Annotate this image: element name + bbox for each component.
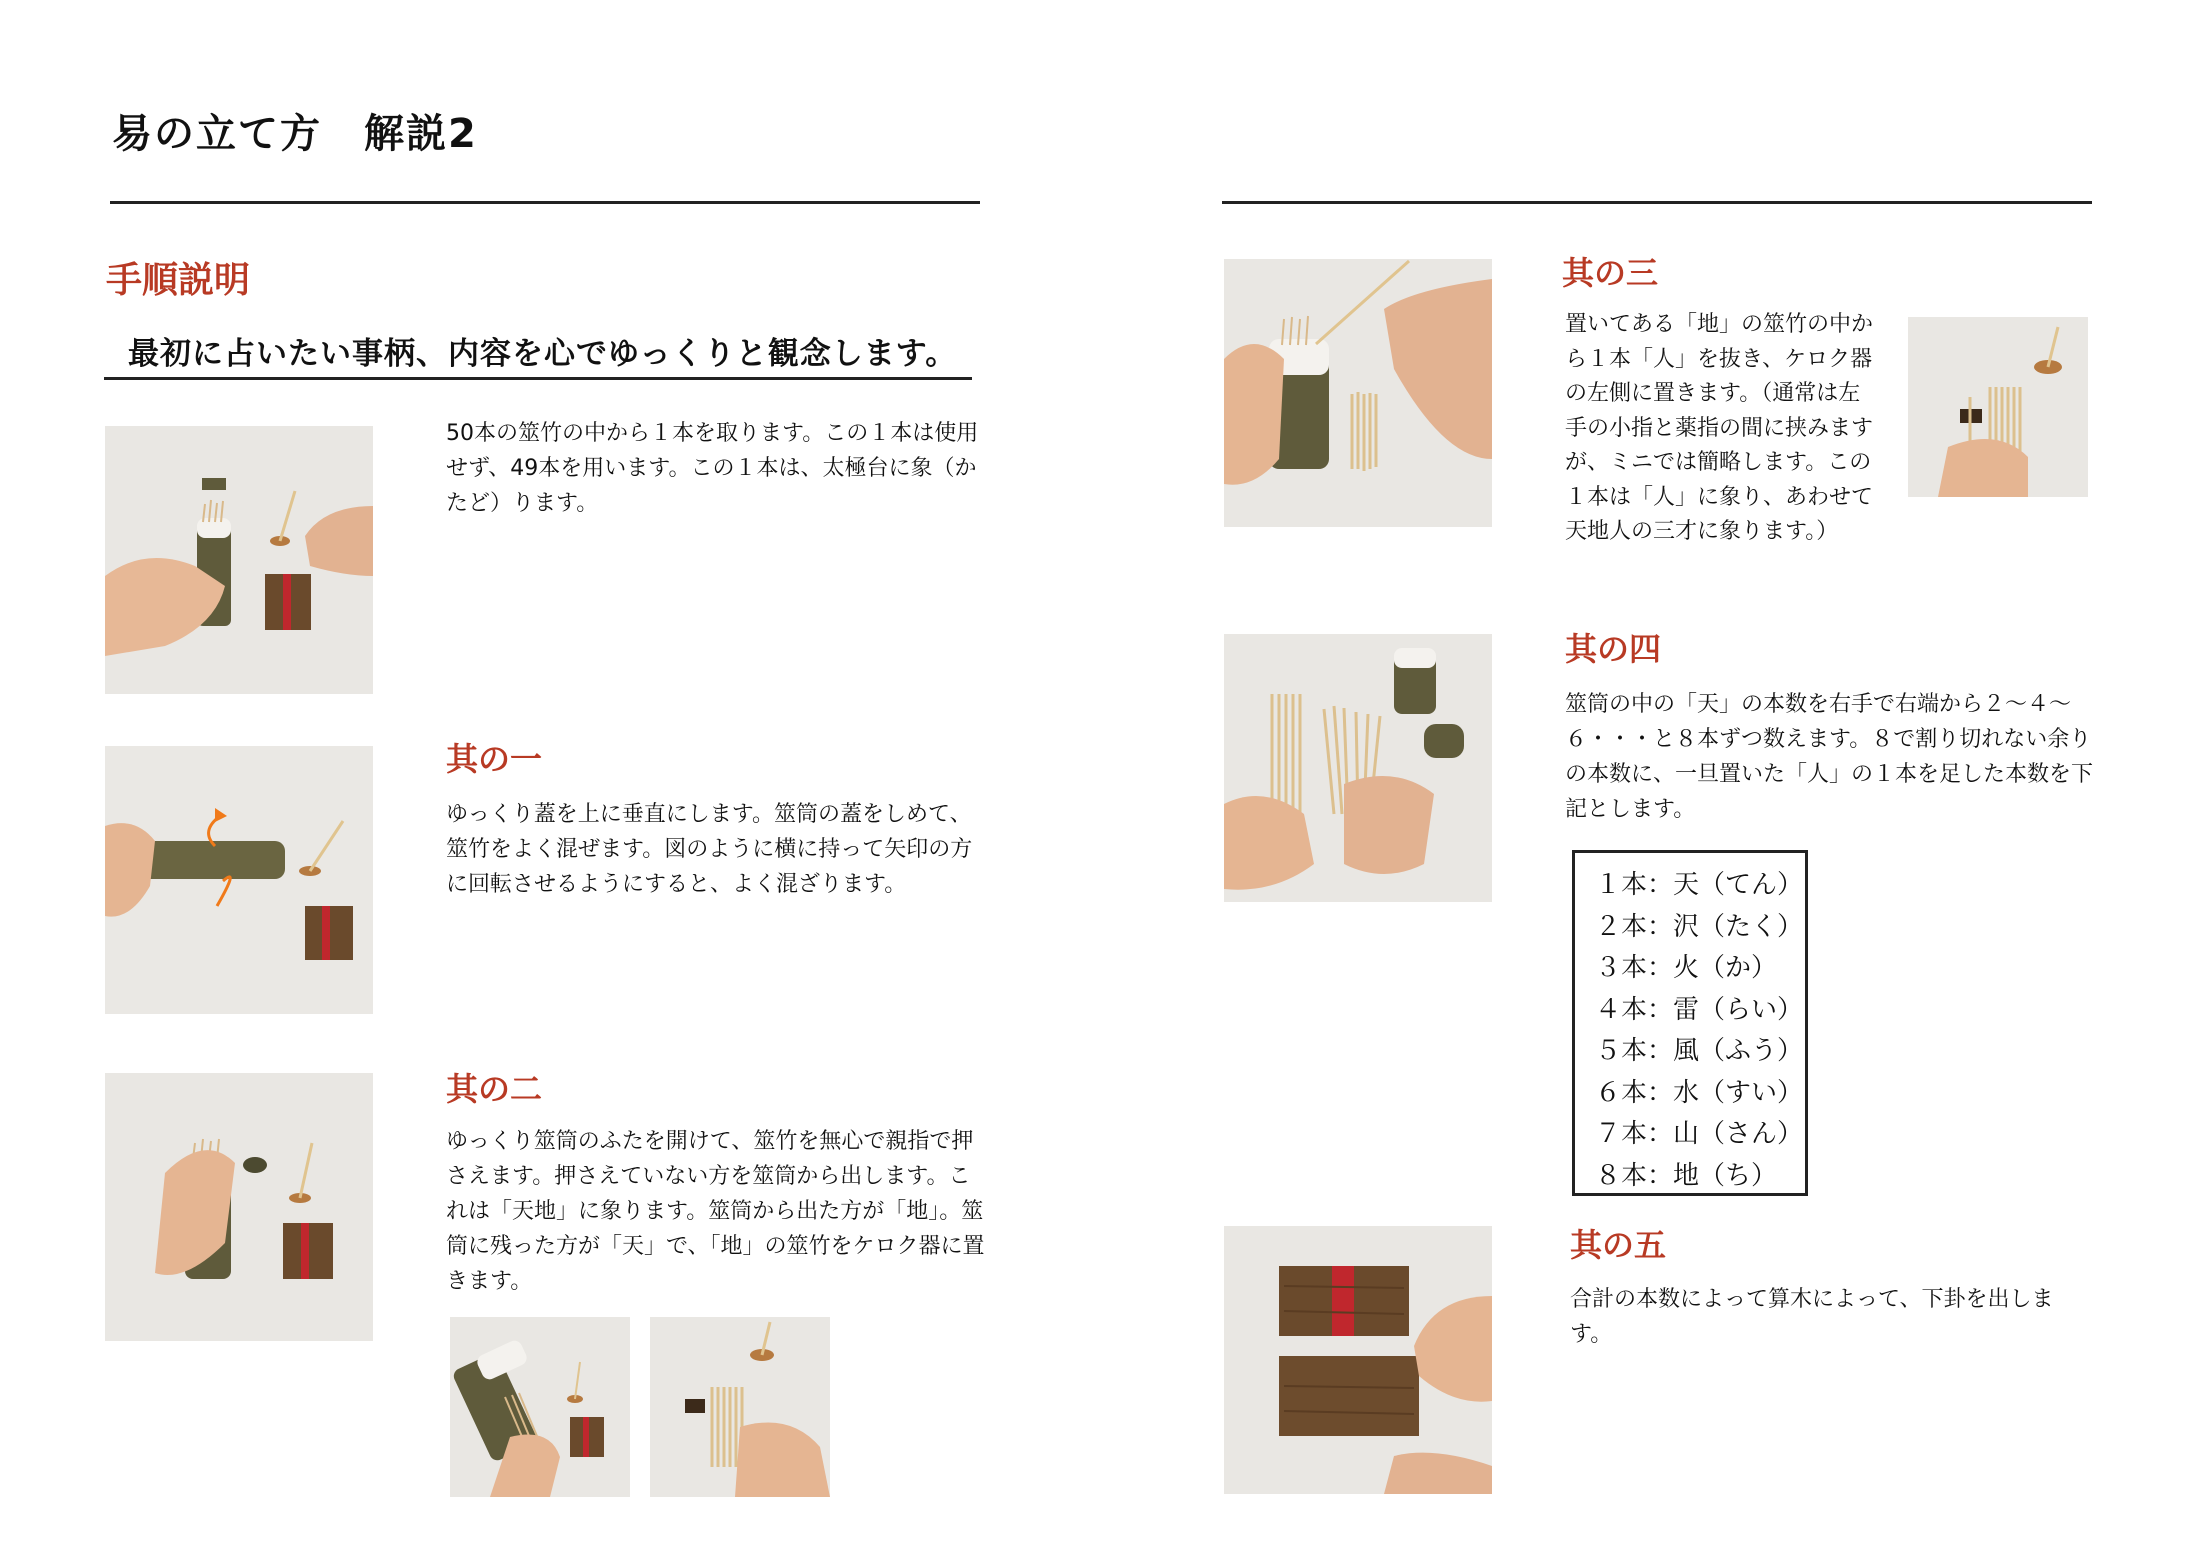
lead-underline (104, 377, 972, 380)
section-title: 手順説明 (106, 260, 251, 301)
trigram-row: ７本：山（さん） (1595, 1119, 1804, 1149)
step1-photo (105, 746, 373, 1014)
right-header-rule (1222, 201, 2092, 204)
step3-photo-detail (1908, 317, 2088, 497)
step1-text: ゆっくり蓋を上に垂直にします。筮筒の蓋をしめて、筮竹をよく混ぜます。図のように横に持って矢印の方に回転させるようにすると、よく混ざります。 (446, 802, 973, 897)
trigram-row: ２本：沢（たく） (1595, 911, 1804, 942)
step5-photo (1224, 1226, 1492, 1494)
trigram-row: ３本：火（か） (1595, 953, 1778, 983)
page-title: 易の立て方 解説2 (112, 111, 478, 157)
intro-photo (105, 426, 373, 694)
trigram-row: ８本：地（ち） (1595, 1160, 1778, 1191)
step5-title: 其の五 (1570, 1226, 1667, 1264)
intro-text: 50本の筮竹の中から１本を取ります。この１本は使用せず、49本を用います。この１本は、太極台に象（かたど）ります。 (446, 421, 979, 516)
step2-photo-a (450, 1317, 630, 1497)
step2-photo-b (650, 1317, 830, 1497)
step2-title: 其の二 (446, 1070, 543, 1108)
step2-photo (105, 1073, 373, 1341)
trigram-row: １本：天（てん） (1595, 870, 1804, 900)
step4-photo (1224, 634, 1492, 902)
step1-title: 其の一 (446, 740, 543, 778)
trigram-row: ５本：風（ふう） (1595, 1036, 1804, 1066)
step4-text: 筮筒の中の「天」の本数を右手で右端から２～４～６・・・と８本ずつ数えます。８で割り切れない余りの本数に、一旦置いた「人」の１本を足した本数を下記とします。 (1565, 692, 2094, 822)
trigram-row: ４本：雷（らい） (1595, 994, 1804, 1025)
step2-text: ゆっくり筮筒のふたを開けて、筮竹を無心で親指で押さえます。押さえていない方を筮筒から出します。これは「天地」に象ります。筮筒から出た方が「地」。筮筒に残った方が「天」で、「地」の筮竹をケロク器に置きます。 (446, 1129, 985, 1294)
step3-photo (1224, 259, 1492, 527)
lead-text: 最初に占いたい事柄、内容を心でゆっくりと観念します。 (128, 336, 958, 372)
trigram-row: ６本：水（すい） (1595, 1077, 1804, 1108)
left-header-rule (110, 201, 980, 204)
step3-text: 置いてある「地」の筮竹の中から１本「人」を抜き、ケロク器の左側に置きます。（通常は左手の小指と薬指の間に挟みますが、ミニでは簡略します。この１本は「人」に象り、あわせて天地人の三才に象ります。） (1565, 312, 1874, 544)
step4-title: 其の四 (1565, 630, 1662, 668)
step3-title: 其の三 (1562, 254, 1659, 292)
step5-text: 合計の本数によって算木によって、下卦を出します。 (1570, 1287, 2054, 1347)
trigram-table (1572, 850, 1808, 1196)
